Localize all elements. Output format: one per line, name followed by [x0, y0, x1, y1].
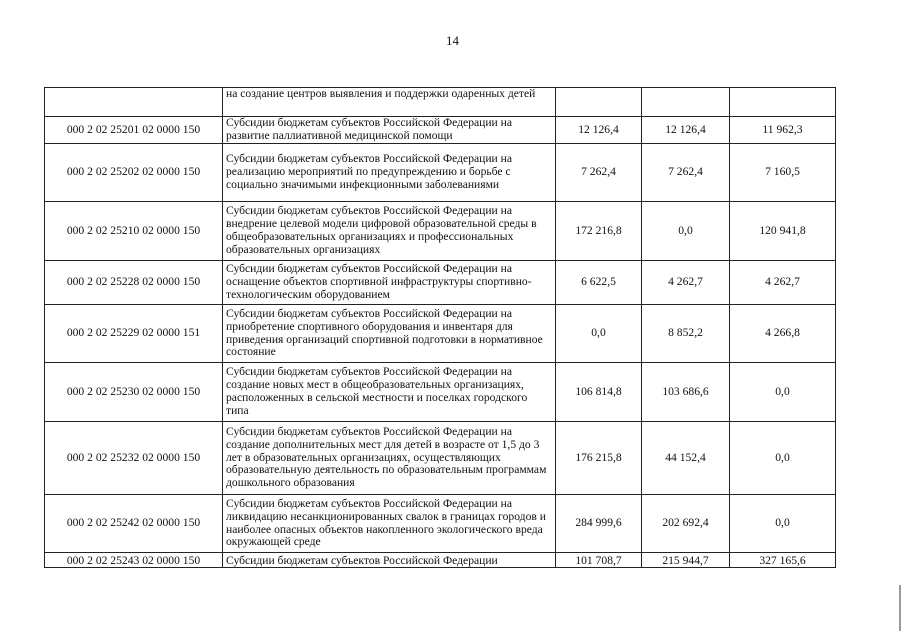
- value-cell-1: 284 999,6: [556, 495, 642, 553]
- description-cell: Субсидии бюджетам субъектов Российской Федерации на приобретение спортивного оборудования и инвентаря для приведения организаций спортивной подготовки в нормативное состояние: [223, 305, 556, 363]
- budget-code-cell: 000 2 02 25243 02 0000 150: [45, 553, 223, 568]
- table-row: [45, 144, 836, 202]
- value-cell-1: 6 622,5: [556, 261, 642, 305]
- value-cell-3: 0,0: [730, 363, 836, 422]
- value-cell-3: [730, 88, 836, 117]
- value-cell-1: 7 262,4: [556, 144, 642, 202]
- description-cell: на создание центров выявления и поддержки одаренных детей: [223, 88, 556, 117]
- value-cell-1: 176 215,8: [556, 422, 642, 495]
- value-cell-1: 101 708,7: [556, 553, 642, 568]
- budget-code-cell: 000 2 02 25242 02 0000 150: [45, 495, 223, 553]
- table-row: [45, 261, 836, 305]
- budget-code-cell: 000 2 02 25230 02 0000 150: [45, 363, 223, 422]
- table-row: [45, 88, 836, 117]
- value-cell-3: 4 262,7: [730, 261, 836, 305]
- table-row: [45, 305, 836, 363]
- value-cell-2: 44 152,4: [642, 422, 730, 495]
- description-cell: Субсидии бюджетам субъектов Российской Федерации на создание новых мест в общеобразовательных организациях, расположенных в сельской местности и поселках городского типа: [223, 363, 556, 422]
- value-cell-1: 172 216,8: [556, 202, 642, 261]
- description-cell: Субсидии бюджетам субъектов Российской Федерации на ликвидацию несанкционированных свалок в границах городов и наиболее опасных объектов накопленного экологического вреда окружающей среде: [223, 495, 556, 553]
- value-cell-2: 202 692,4: [642, 495, 730, 553]
- budget-code-cell: 000 2 02 25210 02 0000 150: [45, 202, 223, 261]
- value-cell-1: [556, 88, 642, 117]
- value-cell-2: 103 686,6: [642, 363, 730, 422]
- description-cell: Субсидии бюджетам субъектов Российской Федерации на развитие паллиативной медицинской помощи: [223, 117, 556, 144]
- table-row: [45, 553, 836, 568]
- description-cell: Субсидии бюджетам субъектов Российской Федерации на реализацию мероприятий по предупреждению и борьбе с социально значимыми инфекционными заболеваниями: [223, 144, 556, 202]
- budget-code-cell: 000 2 02 25232 02 0000 150: [45, 422, 223, 495]
- budget-code-cell: 000 2 02 25201 02 0000 150: [45, 117, 223, 144]
- budget-code-cell: 000 2 02 25228 02 0000 150: [45, 261, 223, 305]
- value-cell-3: 327 165,6: [730, 553, 836, 568]
- budget-code-cell: [45, 88, 223, 117]
- value-cell-2: 7 262,4: [642, 144, 730, 202]
- description-cell: Субсидии бюджетам субъектов Российской Федерации на создание дополнительных мест для детей в возрасте от 1,5 до 3 лет в образовательных организациях, осуществляющих образовательную деятельность по образовательным программам дошкольного образования: [223, 422, 556, 495]
- table-row: [45, 422, 836, 495]
- value-cell-2: 12 126,4: [642, 117, 730, 144]
- budget-code-cell: 000 2 02 25202 02 0000 150: [45, 144, 223, 202]
- value-cell-2: [642, 88, 730, 117]
- scan-edge-mark: [899, 585, 901, 631]
- page-number: 14: [446, 33, 459, 48]
- budget-code-cell: 000 2 02 25229 02 0000 151: [45, 305, 223, 363]
- value-cell-3: 0,0: [730, 422, 836, 495]
- value-cell-2: 4 262,7: [642, 261, 730, 305]
- value-cell-3: 120 941,8: [730, 202, 836, 261]
- table-row: [45, 202, 836, 261]
- value-cell-1: 106 814,8: [556, 363, 642, 422]
- value-cell-2: 8 852,2: [642, 305, 730, 363]
- table-row: [45, 117, 836, 144]
- value-cell-3: 4 266,8: [730, 305, 836, 363]
- description-cell: Субсидии бюджетам субъектов Российской Федерации на внедрение целевой модели цифровой образовательной среды в общеобразовательных организациях и профессиональных образовательных организациях: [223, 202, 556, 261]
- value-cell-1: 0,0: [556, 305, 642, 363]
- table-row: [45, 495, 836, 553]
- value-cell-2: 215 944,7: [642, 553, 730, 568]
- table-row: [45, 363, 836, 422]
- budget-table: [44, 87, 836, 568]
- value-cell-2: 0,0: [642, 202, 730, 261]
- description-cell: Субсидии бюджетам субъектов Российской Федерации на оснащение объектов спортивной инфраструктуры спортивно-технологическим оборудованием: [223, 261, 556, 305]
- description-cell: Субсидии бюджетам субъектов Российской Федерации: [223, 553, 556, 568]
- value-cell-3: 7 160,5: [730, 144, 836, 202]
- value-cell-3: 0,0: [730, 495, 836, 553]
- value-cell-1: 12 126,4: [556, 117, 642, 144]
- value-cell-3: 11 962,3: [730, 117, 836, 144]
